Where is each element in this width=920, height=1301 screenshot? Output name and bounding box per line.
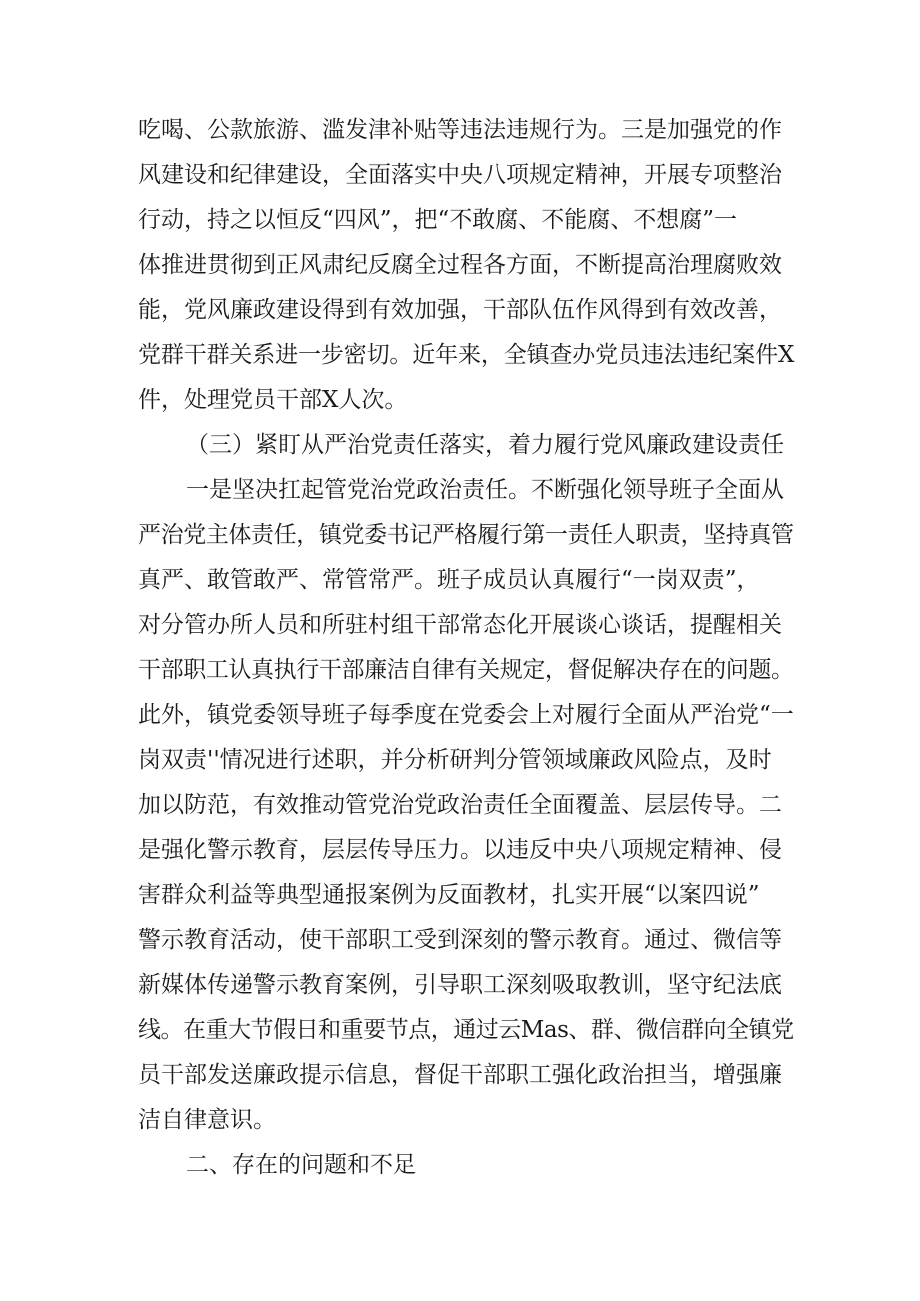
body-line: 一是坚决扛起管党治党政治责任。不断强化领导班子全面从 [186, 477, 784, 503]
body-line: 行动，持之以恒反“四风”，把“不敢腐、不能腐、不想腐”一 [138, 207, 738, 233]
body-line: 线。在重大节假日和重要节点，通过云Mas、群、微信群向全镇党 [138, 1017, 794, 1043]
body-line: 新媒体传递警示教育案例，引导职工深刻吸取教训，坚守纪法底 [138, 972, 782, 998]
body-line: 岗双责''情况进行述职，并分析研判分管领域廉政风险点，及时 [138, 747, 772, 773]
body-line: 此外，镇党委领导班子每季度在党委会上对履行全面从严治党“一 [138, 702, 794, 728]
chapter-heading: 二、存在的问题和不足 [186, 1152, 416, 1178]
body-line: 严治党主体责任，镇党委书记严格履行第一责任人职责，坚持真管 [138, 522, 794, 548]
body-line: 干部职工认真执行干部廉洁自律有关规定，督促解决存在的问题。 [138, 657, 794, 683]
body-line: 警示教育活动，使干部职工受到深刻的警示教育。通过、微信等 [138, 927, 782, 953]
body-line: 对分管办所人员和所驻村组干部常态化开展谈心谈话，提醒相关 [138, 612, 782, 638]
body-line: 是强化警示教育，层层传导压力。以违反中央八项规定精神、侵 [138, 837, 782, 863]
body-line: 洁自律意识。 [138, 1107, 276, 1133]
body-line: 党群干群关系进一步密切。近年来，全镇查办党员违法违纪案件X [138, 342, 795, 368]
section-heading: （三）紧盯从严治党责任落实，着力履行党风廉政建设责任 [186, 432, 784, 458]
body-line: 加以防范，有效推动管党治党政治责任全面覆盖、层层传导。二 [138, 792, 782, 818]
body-line: 体推进贯彻到正风肃纪反腐全过程各方面，不断提高治理腐败效 [138, 252, 782, 278]
body-line: 吃喝、公款旅游、滥发津补贴等违法违规行为。三是加强党的作 [138, 117, 782, 143]
body-line: 能，党风廉政建设得到有效加强，干部队伍作风得到有效改善， [138, 297, 782, 323]
body-line: 真严、敢管敢严、常管常严。班子成员认真履行“一岗双责”， [138, 567, 760, 593]
body-line: 害群众利益等典型通报案例为反面教材，扎实开展“以案四说” [138, 882, 760, 908]
body-line: 员干部发送廉政提示信息，督促干部职工强化政治担当，增强廉 [138, 1062, 782, 1088]
body-line: 风建设和纪律建设，全面落实中央八项规定精神，开展专项整治 [138, 162, 782, 188]
body-line: 件，处理党员干部X人次。 [138, 387, 408, 413]
